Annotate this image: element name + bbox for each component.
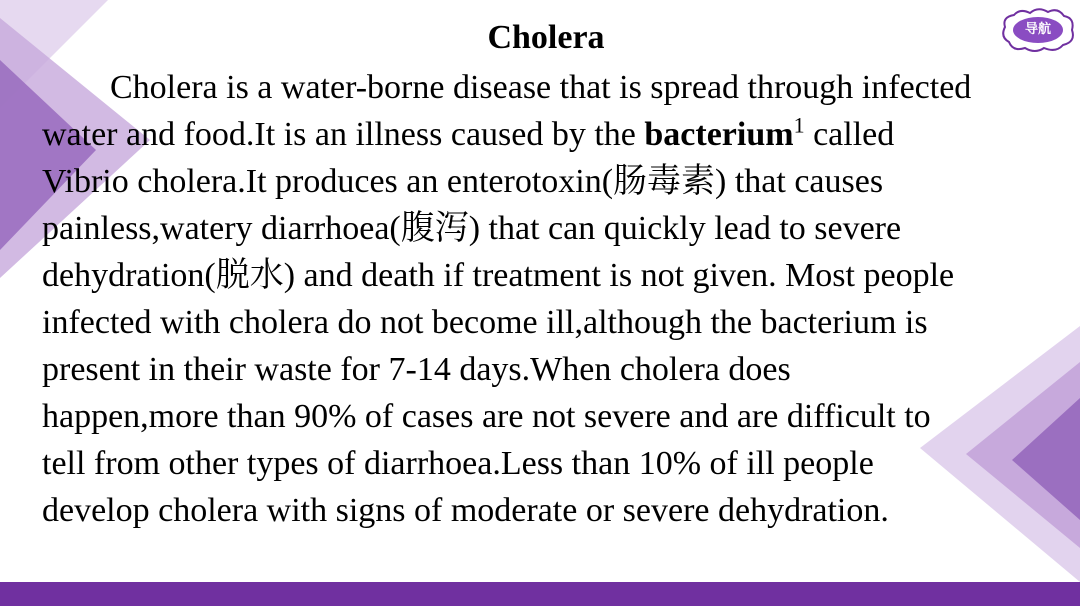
bold-term: bacterium [644, 116, 794, 153]
bottom-accent-bar [0, 582, 1080, 606]
paragraph-line-2-text: water and food.It is an illness caused by the [42, 116, 636, 153]
paragraph-line-7: present in their waste for 7-14 days.When cholera does [42, 351, 791, 388]
slide-title: Cholera [487, 19, 605, 56]
nav-label: 导航 [1024, 22, 1051, 37]
paragraph-line-6: infected with cholera do not become ill,although the bacterium is [42, 304, 928, 341]
paragraph-line-8: happen,more than 90% of cases are not severe and are difficult to [42, 398, 931, 435]
paragraph-line-3: Vibrio cholera.It produces an enterotoxin(肠毒素) that causes [42, 163, 884, 200]
paragraph-line-4: painless,watery diarrhoea(腹泻) that can quickly lead to severe [42, 210, 902, 247]
paragraph-line-2 [42, 111, 1052, 158]
paragraph-line-10: develop cholera with signs of moderate or severe dehydration. [42, 492, 889, 529]
nav-button[interactable] [1000, 7, 1076, 53]
paragraph-line-2-tail: called [804, 116, 895, 153]
paragraph-line-5: dehydration(脱水) and death if treatment is not given. Most people [42, 257, 955, 294]
footnote-marker: 1 [793, 112, 805, 138]
paragraph-line-1: Cholera is a water-borne disease that is spread through infected [110, 69, 972, 106]
paragraph-line-9: tell from other types of diarrhoea.Less than 10% of ill people [42, 445, 874, 482]
body-paragraph [42, 64, 1052, 534]
